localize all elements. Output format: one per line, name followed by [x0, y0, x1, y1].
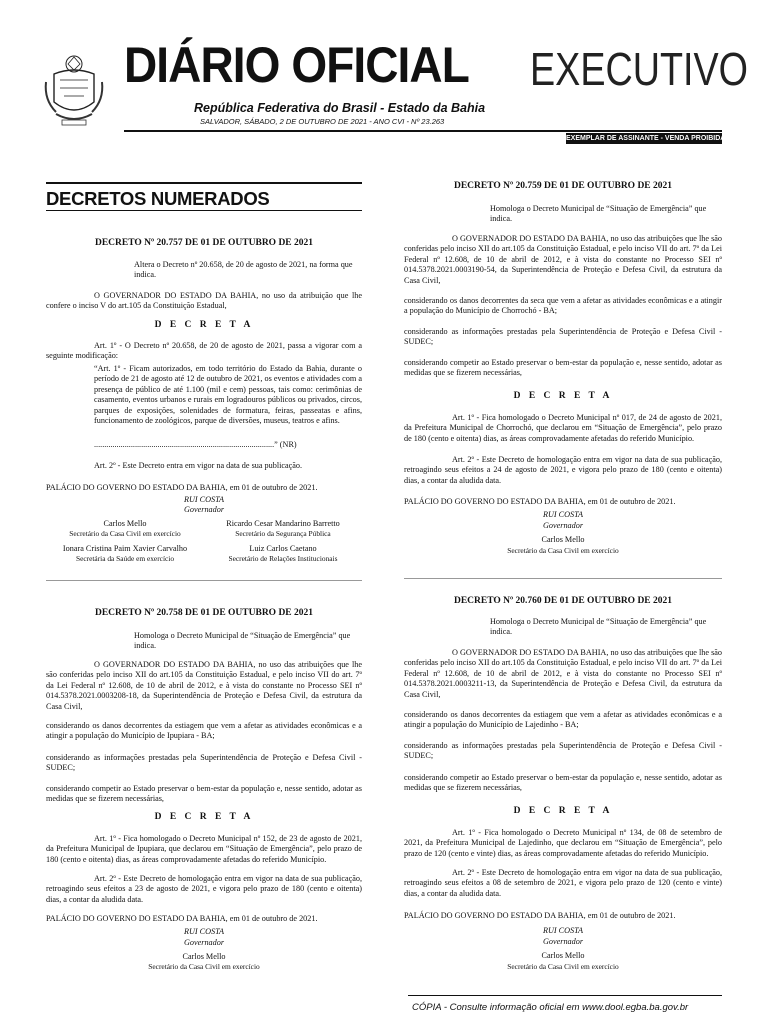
decree-757-signer-1-role: Secretário da Casa Civil em exercício: [69, 529, 181, 538]
decree-760-considerando-3: considerando competir ao Estado preservar o bem-estar da população e, nesse sentido, adotar as medidas que se fizerem necessárias,: [404, 773, 722, 793]
subscriber-copy-bar: EXEMPLAR DE ASSINANTE - VENDA PROIBIDA: [566, 135, 726, 142]
decree-758-art2: Art. 2º - Este Decreto de homologação entra em vigor na data de sua publicação, retroagindo seus efeitos a 23 de agosto de 2021, e vigora pelo prazo de 180 (cento e oitenta) dias, a contar da aludida data.: [46, 874, 362, 904]
decree-757-signer-4-role: Secretário de Relações Institucionais: [228, 554, 338, 563]
decree-757-signer-2-role: Secretário da Segurança Pública: [235, 529, 331, 538]
footer-rule: [408, 995, 722, 996]
decree-757-ementa-1: Altera o Decreto nº 20.658, de 20 de agosto de 2021, na forma que: [134, 260, 353, 269]
decree-759-palace: PALÁCIO DO GOVERNO DO ESTADO DA BAHIA, em 01 de outubro de 2021.: [404, 497, 676, 506]
decree-757-art2: Art. 2º - Este Decreto entra em vigor na data de sua publicação.: [94, 461, 303, 470]
decree-757-signer-2-name: Ricardo Cesar Mandarino Barretto: [226, 519, 340, 528]
decree-757-ementa-2: indica.: [134, 270, 157, 279]
section-top-rule: [46, 182, 362, 184]
decree-759-governor: RUI COSTA: [542, 510, 584, 519]
masthead-executivo: EXECUTIVO: [530, 43, 748, 95]
decree-757-signer-4-name: Luiz Carlos Caetano: [249, 544, 317, 553]
footer-copy-notice: CÓPIA - Consulte informação oficial em www.dool.egba.ba.gov.br: [412, 1002, 689, 1013]
decree-757-signer-1-name: Carlos Mello: [103, 519, 147, 528]
decree-757-signer-3-name: Ionara Cristina Paim Xavier Carvalho: [62, 544, 188, 553]
decree-760-palace: PALÁCIO DO GOVERNO DO ESTADO DA BAHIA, em 01 de outubro de 2021.: [404, 911, 676, 920]
decree-760-governor: RUI COSTA: [542, 926, 584, 935]
masthead-rule: [124, 130, 722, 132]
decree-759-considerando-3: considerando competir ao Estado preservar o bem-estar da população e, nesse sentido, adotar as medidas que se fizerem necessárias,: [404, 358, 722, 378]
decree-760-ementa-1: Homologa o Decreto Municipal de “Situação de Emergência” que: [490, 617, 707, 626]
masthead-republic-line: República Federativa do Brasil - Estado da Bahia: [194, 101, 486, 115]
decree-759-art2: Art. 2º - Este Decreto de homologação entra em vigor na data de sua publicação, retroagindo seus efeitos a 24 de agosto de 2021, e vigora pelo prazo de 180 (cento e oitenta) dias, a contar da aludida data.: [404, 455, 722, 485]
divider: [404, 578, 722, 579]
decree-760-ementa-2: indica.: [490, 627, 513, 636]
decree-760-art2: Art. 2º - Este Decreto de homologação entra em vigor na data de sua publicação, retroagindo seus efeitos a 08 de setembro de 2021, e vigora pelo prazo de 120 (cento e vinte) dias, a contar da aludida data.: [404, 868, 722, 898]
decree-759-preamble: O GOVERNADOR DO ESTADO DA BAHIA, no uso das atribuições que lhe são conferidas pelo inciso XII do art.105 da Constituição Estadual, e pelo inciso VII do art. 7º da Lei Federal nº 12.608, de 10 de abril de 2012, e à vista do constante no Processo SEI nº 014.5378.2021.0003190-54, da Superintendência de Proteção e Defesa Civil, da estrutura da Casa Civil,: [404, 234, 722, 285]
masthead-dateline: SALVADOR, SÁBADO, 2 DE OUTUBRO DE 2021 - ANO CVI - Nº 23.263: [200, 117, 445, 126]
decree-759-art1: Art. 1º - Fica homologado o Decreto Municipal nº 017, de 24 de agosto de 2021, da Prefeitura Municipal de Chorrochó, que declarou em “Situação de Emergência”, pelo prazo de 180 (cento e oitenta) dias, as áreas comprovadamente afetadas do referido Município.: [404, 413, 722, 443]
decree-758-art1: Art. 1º - Fica homologado o Decreto Municipal nº 152, de 23 de agosto de 2021, da Prefeitura Municipal de Ipupiara, que declarou em “Situação de Emergência”, pelo prazo de 180 (cento e oitenta) dias, as áreas comprovadamente afetadas do referido Município.: [46, 834, 362, 864]
decree-759-governor-title: Governador: [542, 521, 584, 530]
decree-757-heading: DECRETO Nº 20.757 DE 01 DE OUTUBRO DE 2021: [94, 238, 314, 248]
decree-757-quote: “Art. 1º - Ficam autorizados, em todo território do Estado da Bahia, durante o período de 21 de agosto até 12 de outubro de 2021, os eventos e atividades com a presença de público de até 1.100 (mil e cem) pessoas, tais como: cerimônias de casamento, eventos urbanos e rurais em logradouros públicos ou privados, circos, parques de exposições, solenidades de formatura, feiras, passeatas e afins, funcionamento de zoológicos, parque de diversões, museus, teatros e afins.: [94, 364, 362, 426]
decree-760-preamble: O GOVERNADOR DO ESTADO DA BAHIA, no uso das atribuições que lhe são conferidas pelo inciso XII do art.105 da Constituição Estadual, e pelo inciso VII do art. 7º da Lei Federal nº 12.608, de 10 de abril de 2012, e à vista do constante no Processo SEI nº 014.5378.2021.0003211-13, da Superintendência de Proteção e Defesa Civil, da estrutura da Casa Civil,: [404, 648, 722, 699]
decree-757-governor: RUI COSTA: [183, 495, 225, 504]
decree-760-signer-name: Carlos Mello: [541, 951, 585, 960]
masthead-title: DIÁRIO OFICIAL: [124, 37, 469, 93]
decree-757-governor-title: Governador: [183, 505, 225, 514]
decree-760-signer-role: Secretário da Casa Civil em exercício: [507, 962, 619, 971]
section-title: DECRETOS NUMERADOS: [46, 188, 270, 209]
decree-758-signer-name: Carlos Mello: [182, 952, 226, 961]
decree-757-art1: Art. 1º - O Decreto nº 20.658, de 20 de agosto de 2021, passa a vigorar com a seguinte modificação:: [46, 341, 362, 361]
decree-758-ementa-1: Homologa o Decreto Municipal de “Situação de Emergência” que: [134, 631, 351, 640]
decree-757-preamble: O GOVERNADOR DO ESTADO DA BAHIA, no uso da atribuição que lhe confere o inciso V do art.105 da Constituição Estadual,: [46, 291, 362, 311]
decree-758-considerando-3: considerando competir ao Estado preservar o bem-estar da população e, nesse sentido, adotar as medidas que se fizerem necessárias,: [46, 784, 362, 804]
decree-760-art1: Art. 1º - Fica homologado o Decreto Municipal nº 134, de 08 de setembro de 2021, da Prefeitura Municipal de Lajedinho, que declarou em “Situação de Emergência”, pelo prazo de 120 (cento e vinte) dias, as áreas comprovadamente afetadas do referido Município.: [404, 828, 722, 858]
decree-758-signer-role: Secretário da Casa Civil em exercício: [148, 962, 260, 971]
decree-757-decreta: D E C R E T A: [154, 320, 254, 330]
decree-759-considerando-2: considerando as informações prestadas pela Superintendência de Proteção e Defesa Civil - SUDEC;: [404, 327, 722, 347]
decree-758-decreta: D E C R E T A: [154, 812, 254, 822]
decree-757-palace: PALÁCIO DO GOVERNO DO ESTADO DA BAHIA, em 01 de outubro de 2021.: [46, 483, 318, 492]
decree-759-ementa-2: indica.: [490, 214, 513, 223]
decree-759-decreta: D E C R E T A: [513, 391, 613, 401]
decree-758-palace: PALÁCIO DO GOVERNO DO ESTADO DA BAHIA, em 01 de outubro de 2021.: [46, 914, 318, 923]
section-bottom-rule: [46, 210, 362, 211]
decree-760-considerando-2: considerando as informações prestadas pela Superintendência de Proteção e Defesa Civil - SUDEC;: [404, 741, 722, 761]
decree-760-considerando-1: considerando os danos decorrentes da estiagem que vem a afetar as atividades econômicas e a atingir a população do Município de Lajedinho - BA;: [404, 710, 722, 730]
decree-757-quote-end: ........................................................................................” (NR): [94, 440, 297, 449]
decree-759-ementa-1: Homologa o Decreto Municipal de “Situação de Emergência” que: [490, 204, 707, 213]
decree-759-signer-name: Carlos Mello: [541, 535, 585, 544]
decree-759-considerando-1: considerando os danos decorrentes da seca que vem a afetar as atividades econômicas e a atingir a população do Município de Chorrochó - BA;: [404, 296, 722, 316]
decree-757-signer-3-role: Secretária da Saúde em exercício: [75, 554, 175, 563]
decree-759-heading: DECRETO Nº 20.759 DE 01 DE OUTUBRO DE 2021: [453, 181, 673, 191]
decree-758-governor-title: Governador: [183, 938, 225, 947]
decree-758-ementa-2: indica.: [134, 641, 157, 650]
decree-759-signer-role: Secretário da Casa Civil em exercício: [507, 546, 619, 555]
decree-758-governor: RUI COSTA: [183, 927, 225, 936]
decree-760-heading: DECRETO Nº 20.760 DE 01 DE OUTUBRO DE 2021: [453, 596, 673, 606]
divider: [46, 580, 362, 581]
bahia-coat-of-arms-seal: [42, 52, 106, 130]
decree-758-heading: DECRETO Nº 20.758 DE 01 DE OUTUBRO DE 2021: [94, 608, 314, 618]
decree-758-considerando-1: considerando os danos decorrentes da estiagem que vem a afetar as atividades econômicas e a atingir a população do Município de Ipupiara - BA;: [46, 721, 362, 741]
decree-760-governor-title: Governador: [542, 937, 584, 946]
decree-758-preamble: O GOVERNADOR DO ESTADO DA BAHIA, no uso das atribuições que lhe são conferidas pelo inciso XII do art.105 da Constituição Estadual, e pelo inciso VII do art. 7º da Lei Federal nº 12.608, de 10 de abril de 2012, e à vista do constante no Processo SEI nº 014.5378.2021.0003208-18, da Superintendência de Proteção e Defesa Civil, da estrutura da Casa Civil,: [46, 660, 362, 711]
decree-758-considerando-2: considerando as informações prestadas pela Superintendência de Proteção e Defesa Civil - SUDEC;: [46, 753, 362, 773]
decree-760-decreta: D E C R E T A: [513, 806, 613, 816]
